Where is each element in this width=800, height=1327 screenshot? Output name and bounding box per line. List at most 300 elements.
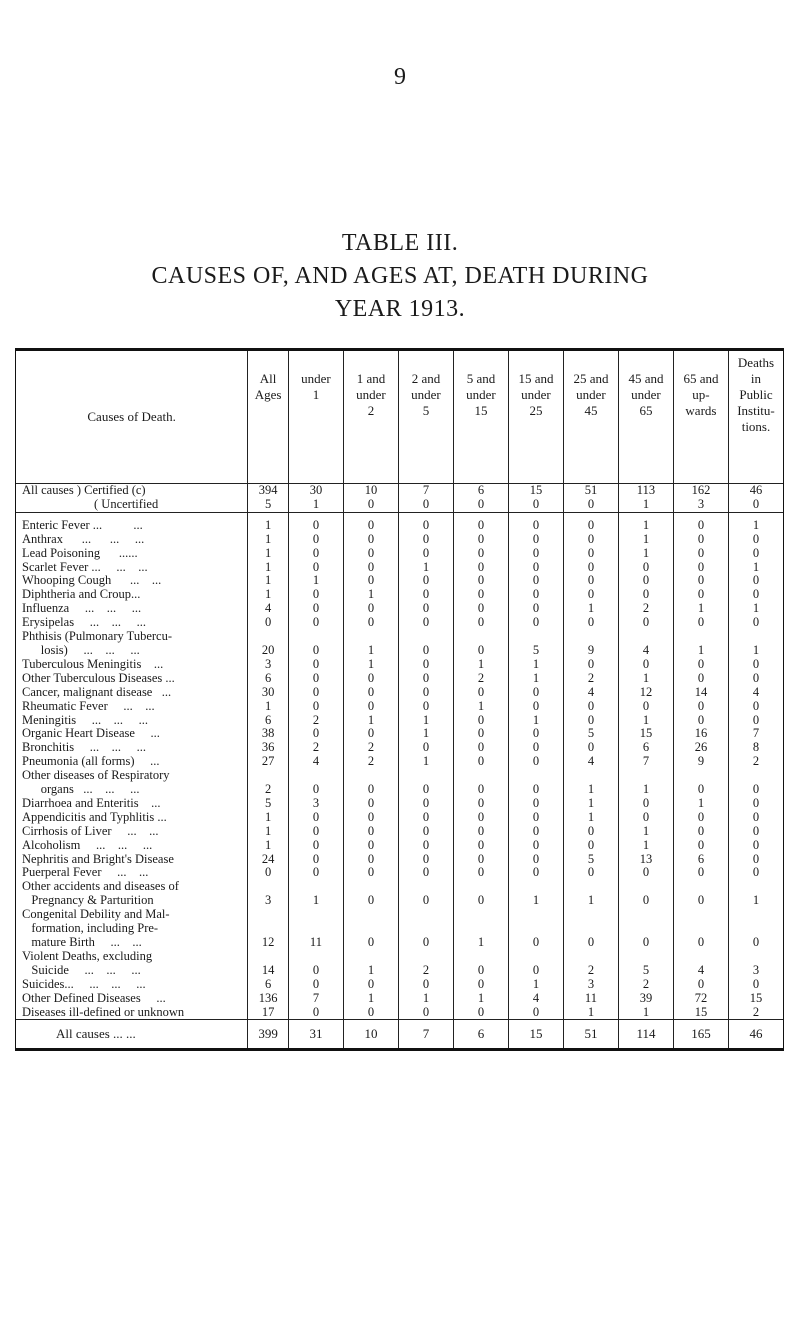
cell-value: 0 <box>453 547 508 561</box>
cell-value: 0 <box>728 616 783 630</box>
cell-value: 0 <box>343 769 398 797</box>
cause-label: Lead Poisoning ...... <box>16 547 248 561</box>
cause-label: Whooping Cough ... ... <box>16 574 248 588</box>
cell-value: 7 <box>728 727 783 741</box>
cell-value: 0 <box>508 1006 563 1020</box>
header-col-3: 2 and under 5 <box>398 350 453 484</box>
cell-value: 0 <box>398 825 453 839</box>
uncertified-value: 0 <box>343 498 398 512</box>
cause-label: Influenza ... ... ... <box>16 602 248 616</box>
cell-value: 1 <box>248 519 289 533</box>
cell-value: 0 <box>728 853 783 867</box>
cause-label: Other Tuberculous Diseases ... <box>16 672 248 686</box>
cell-value: 0 <box>343 700 398 714</box>
cell-value: 1 <box>453 908 508 950</box>
cell-value: 0 <box>343 727 398 741</box>
cell-value: 0 <box>453 616 508 630</box>
cell-value: 0 <box>673 839 728 853</box>
cell-value: 5 <box>563 853 618 867</box>
cell-value: 0 <box>343 825 398 839</box>
cell-value: 0 <box>618 908 673 950</box>
cell-value: 0 <box>508 741 563 755</box>
cell-value: 0 <box>728 672 783 686</box>
cell-value: 5 <box>563 727 618 741</box>
cause-label: Diarrhoea and Enteritis ... <box>16 797 248 811</box>
cause-label: Other accidents and diseases of Pregnancy & Parturition <box>16 880 248 908</box>
cell-value: 0 <box>563 741 618 755</box>
cell-value: 0 <box>343 866 398 880</box>
cell-value: 9 <box>673 755 728 769</box>
cell-value: 1 <box>563 602 618 616</box>
cell-value: 6 <box>248 978 289 992</box>
cell-value: 4 <box>248 602 289 616</box>
cell-value: 0 <box>453 825 508 839</box>
cell-value: 0 <box>673 769 728 797</box>
cell-value: 0 <box>508 602 563 616</box>
cell-value: 1 <box>728 630 783 658</box>
cell-value: 0 <box>398 978 453 992</box>
cell-value: 0 <box>673 547 728 561</box>
cause-label: Meningitis ... ... ... <box>16 714 248 728</box>
all-causes-uncertified-label: ( Uncertified <box>16 498 248 512</box>
cell-value: 0 <box>508 574 563 588</box>
cause-row <box>16 769 784 797</box>
cell-value: 0 <box>398 741 453 755</box>
cell-value: 1 <box>508 880 563 908</box>
cell-value: 0 <box>398 853 453 867</box>
cause-row <box>16 630 784 658</box>
cause-row <box>16 880 784 908</box>
cell-value: 0 <box>398 1006 453 1020</box>
cell-value: 0 <box>288 825 343 839</box>
cause-label: Enteric Fever ... ... <box>16 519 248 533</box>
cell-value: 0 <box>398 769 453 797</box>
cause-label: Puerperal Fever ... ... <box>16 866 248 880</box>
cause-row <box>16 866 784 880</box>
cell-value: 0 <box>288 866 343 880</box>
cell-value: 0 <box>453 574 508 588</box>
cell-value: 0 <box>673 658 728 672</box>
cause-row <box>16 700 784 714</box>
cell-value: 0 <box>508 839 563 853</box>
cell-value: 13 <box>618 853 673 867</box>
cause-label: Other diseases of Respiratory organs ... ... ... <box>16 769 248 797</box>
uncertified-value: 0 <box>453 498 508 512</box>
cell-value: 0 <box>398 602 453 616</box>
cause-row <box>16 672 784 686</box>
header-causes: Causes of Death. <box>16 350 248 484</box>
all-causes-certified-row <box>16 484 784 498</box>
cell-value: 0 <box>728 908 783 950</box>
cell-value: 0 <box>453 811 508 825</box>
certified-value: 113 <box>618 484 673 498</box>
cell-value: 1 <box>728 602 783 616</box>
header-col-4: 5 and under 15 <box>453 350 508 484</box>
cause-label: Appendicitis and Typhlitis ... <box>16 811 248 825</box>
cell-value: 0 <box>398 908 453 950</box>
cell-value: 0 <box>563 533 618 547</box>
cell-value: 0 <box>453 769 508 797</box>
cell-value: 2 <box>343 741 398 755</box>
cell-value: 24 <box>248 853 289 867</box>
cell-value: 17 <box>248 1006 289 1020</box>
cell-value: 0 <box>453 519 508 533</box>
cell-value: 1 <box>288 880 343 908</box>
cell-value: 7 <box>618 755 673 769</box>
cell-value: 11 <box>288 908 343 950</box>
cell-value: 1 <box>563 811 618 825</box>
cell-value: 0 <box>453 588 508 602</box>
cell-value: 0 <box>288 769 343 797</box>
total-label: All causes ... ... <box>16 1020 248 1050</box>
cell-value: 27 <box>248 755 289 769</box>
cell-value: 0 <box>728 797 783 811</box>
cell-value: 1 <box>248 561 289 575</box>
cell-value: 1 <box>618 533 673 547</box>
cell-value: 0 <box>508 588 563 602</box>
cell-value: 0 <box>288 602 343 616</box>
uncertified-value: 3 <box>673 498 728 512</box>
total-value: 399 <box>248 1020 289 1050</box>
cell-value: 14 <box>248 950 289 978</box>
cell-value: 15 <box>728 992 783 1006</box>
cell-value: 0 <box>343 839 398 853</box>
cell-value: 0 <box>508 519 563 533</box>
total-value: 10 <box>343 1020 398 1050</box>
certified-value: 46 <box>728 484 783 498</box>
cell-value: 2 <box>288 741 343 755</box>
cause-row <box>16 825 784 839</box>
cause-label: Alcoholism ... ... ... <box>16 839 248 853</box>
cell-value: 0 <box>618 866 673 880</box>
cell-value: 0 <box>673 978 728 992</box>
certified-value: 7 <box>398 484 453 498</box>
header-col-6: 25 and under 45 <box>563 350 618 484</box>
cause-label: Organic Heart Disease ... <box>16 727 248 741</box>
cell-value: 2 <box>618 602 673 616</box>
cell-value: 0 <box>453 714 508 728</box>
cell-value: 38 <box>248 727 289 741</box>
cell-value: 1 <box>248 547 289 561</box>
cell-value: 0 <box>563 714 618 728</box>
cell-value: 0 <box>288 672 343 686</box>
cause-label: Bronchitis ... ... ... <box>16 741 248 755</box>
uncertified-value: 0 <box>728 498 783 512</box>
cell-value: 0 <box>453 950 508 978</box>
cell-value: 1 <box>248 811 289 825</box>
total-value: 15 <box>508 1020 563 1050</box>
uncertified-value: 5 <box>248 498 289 512</box>
cause-row <box>16 811 784 825</box>
cell-value: 1 <box>563 769 618 797</box>
cell-value: 1 <box>728 880 783 908</box>
cell-value: 1 <box>563 1006 618 1020</box>
cell-value: 5 <box>508 630 563 658</box>
cell-value: 0 <box>563 866 618 880</box>
cell-value: 4 <box>288 755 343 769</box>
cause-row <box>16 588 784 602</box>
header-row <box>16 350 784 484</box>
cell-value: 5 <box>618 950 673 978</box>
cell-value: 0 <box>728 700 783 714</box>
cell-value: 1 <box>248 533 289 547</box>
cell-value: 4 <box>563 686 618 700</box>
cause-label: Diseases ill-defined or unknown <box>16 1006 248 1020</box>
cell-value: 1 <box>398 561 453 575</box>
cause-label: Rheumatic Fever ... ... <box>16 700 248 714</box>
cell-value: 0 <box>288 533 343 547</box>
cause-row <box>16 741 784 755</box>
cell-value: 0 <box>508 797 563 811</box>
cell-value: 0 <box>728 825 783 839</box>
cell-value: 0 <box>673 616 728 630</box>
cause-row <box>16 574 784 588</box>
cell-value: 1 <box>248 839 289 853</box>
cell-value: 0 <box>453 561 508 575</box>
header-col-8: 65 and up- wards <box>673 350 728 484</box>
cell-value: 1 <box>343 630 398 658</box>
certified-value: 30 <box>288 484 343 498</box>
cell-value: 0 <box>453 853 508 867</box>
uncertified-value: 0 <box>398 498 453 512</box>
cell-value: 0 <box>343 1006 398 1020</box>
cell-value: 0 <box>673 672 728 686</box>
cell-value: 0 <box>398 700 453 714</box>
cell-value: 2 <box>453 672 508 686</box>
cause-label: Phthisis (Pulmonary Tubercu- losis) ... ... ... <box>16 630 248 658</box>
cause-label: Nephritis and Bright's Disease <box>16 853 248 867</box>
header-col-9: Deaths in Public Institu- tions. <box>728 350 783 484</box>
cell-value: 0 <box>728 658 783 672</box>
cell-value: 0 <box>398 811 453 825</box>
cause-row <box>16 755 784 769</box>
cell-value: 1 <box>508 978 563 992</box>
cause-row <box>16 839 784 853</box>
cell-value: 0 <box>508 866 563 880</box>
cell-value: 0 <box>398 866 453 880</box>
cell-value: 0 <box>728 574 783 588</box>
cell-value: 136 <box>248 992 289 1006</box>
cell-value: 0 <box>728 978 783 992</box>
cell-value: 1 <box>673 630 728 658</box>
cause-label: Erysipelas ... ... ... <box>16 616 248 630</box>
cell-value: 0 <box>508 700 563 714</box>
cause-row <box>16 908 784 950</box>
cell-value: 0 <box>288 839 343 853</box>
cell-value: 0 <box>288 978 343 992</box>
cause-row <box>16 658 784 672</box>
certified-value: 6 <box>453 484 508 498</box>
cell-value: 0 <box>398 880 453 908</box>
header-col-5: 15 and under 25 <box>508 350 563 484</box>
cell-value: 0 <box>398 547 453 561</box>
cell-value: 0 <box>453 755 508 769</box>
cell-value: 0 <box>563 588 618 602</box>
cell-value: 4 <box>673 950 728 978</box>
cell-value: 0 <box>508 755 563 769</box>
cell-value: 0 <box>728 533 783 547</box>
cell-value: 0 <box>398 797 453 811</box>
cell-value: 1 <box>343 992 398 1006</box>
cell-value: 1 <box>618 1006 673 1020</box>
cell-value: 3 <box>728 950 783 978</box>
cell-value: 0 <box>673 574 728 588</box>
cell-value: 8 <box>728 741 783 755</box>
cell-value: 15 <box>673 1006 728 1020</box>
cause-label: Violent Deaths, excluding Suicide ... ... ... <box>16 950 248 978</box>
cell-value: 0 <box>508 950 563 978</box>
cell-value: 0 <box>618 658 673 672</box>
cell-value: 0 <box>618 588 673 602</box>
cell-value: 0 <box>673 561 728 575</box>
cell-value: 1 <box>618 519 673 533</box>
header-col-2: 1 and under 2 <box>343 350 398 484</box>
cell-value: 1 <box>343 588 398 602</box>
cell-value: 0 <box>508 727 563 741</box>
cell-value: 15 <box>618 727 673 741</box>
cell-value: 0 <box>343 561 398 575</box>
cell-value: 0 <box>398 686 453 700</box>
cell-value: 1 <box>728 561 783 575</box>
cell-value: 2 <box>288 714 343 728</box>
cell-value: 0 <box>398 839 453 853</box>
cell-value: 0 <box>453 741 508 755</box>
cell-value: 1 <box>398 755 453 769</box>
cell-value: 9 <box>563 630 618 658</box>
cell-value: 0 <box>453 880 508 908</box>
cause-label: Cirrhosis of Liver ... ... <box>16 825 248 839</box>
all-causes-uncertified-row <box>16 498 784 512</box>
cell-value: 0 <box>288 658 343 672</box>
cell-value: 0 <box>343 853 398 867</box>
cell-value: 1 <box>453 658 508 672</box>
table-subtitle-line-1: CAUSES OF, AND AGES AT, DEATH DURING <box>151 263 649 289</box>
cell-value: 3 <box>288 797 343 811</box>
cause-label: Other Defined Diseases ... <box>16 992 248 1006</box>
cell-value: 1 <box>508 714 563 728</box>
cell-value: 0 <box>398 533 453 547</box>
cell-value: 0 <box>288 588 343 602</box>
cause-row <box>16 853 784 867</box>
cause-row <box>16 714 784 728</box>
cell-value: 4 <box>563 755 618 769</box>
cause-row <box>16 533 784 547</box>
cell-value: 0 <box>398 672 453 686</box>
cell-value: 0 <box>618 561 673 575</box>
cell-value: 0 <box>343 602 398 616</box>
cell-value: 0 <box>288 700 343 714</box>
cause-label: Suicides... ... ... ... <box>16 978 248 992</box>
cell-value: 1 <box>728 519 783 533</box>
cell-value: 0 <box>343 672 398 686</box>
cell-value: 0 <box>453 686 508 700</box>
certified-value: 15 <box>508 484 563 498</box>
cell-value: 0 <box>673 714 728 728</box>
cell-value: 0 <box>343 686 398 700</box>
cell-value: 0 <box>728 547 783 561</box>
cause-label: Scarlet Fever ... ... ... <box>16 561 248 575</box>
cause-label: Tuberculous Meningitis ... <box>16 658 248 672</box>
cause-row <box>16 561 784 575</box>
cell-value: 0 <box>673 533 728 547</box>
cell-value: 0 <box>673 588 728 602</box>
cell-value: 3 <box>563 978 618 992</box>
cell-value: 0 <box>343 574 398 588</box>
cell-value: 0 <box>563 561 618 575</box>
cell-value: 0 <box>343 811 398 825</box>
cell-value: 0 <box>508 908 563 950</box>
cell-value: 7 <box>288 992 343 1006</box>
cell-value: 0 <box>673 700 728 714</box>
cell-value: 0 <box>508 811 563 825</box>
cell-value: 0 <box>288 950 343 978</box>
cell-value: 0 <box>343 547 398 561</box>
total-value: 31 <box>288 1020 343 1050</box>
cell-value: 0 <box>343 616 398 630</box>
cell-value: 0 <box>618 700 673 714</box>
cause-row <box>16 992 784 1006</box>
cell-value: 6 <box>248 714 289 728</box>
cell-value: 0 <box>618 616 673 630</box>
cell-value: 1 <box>343 950 398 978</box>
cause-row <box>16 547 784 561</box>
cell-value: 0 <box>453 1006 508 1020</box>
cause-label: Pneumonia (all forms) ... <box>16 755 248 769</box>
cause-row <box>16 978 784 992</box>
cell-value: 0 <box>343 519 398 533</box>
cell-value: 1 <box>673 797 728 811</box>
cause-row <box>16 602 784 616</box>
cell-value: 2 <box>563 672 618 686</box>
cell-value: 0 <box>673 519 728 533</box>
cell-value: 1 <box>453 992 508 1006</box>
total-value: 6 <box>453 1020 508 1050</box>
cell-value: 0 <box>288 616 343 630</box>
cell-value: 0 <box>248 616 289 630</box>
cell-value: 0 <box>508 533 563 547</box>
cell-value: 4 <box>618 630 673 658</box>
uncertified-value: 0 <box>508 498 563 512</box>
cell-value: 1 <box>343 658 398 672</box>
cell-value: 0 <box>288 519 343 533</box>
cell-value: 0 <box>288 853 343 867</box>
cell-value: 2 <box>618 978 673 992</box>
cell-value: 0 <box>508 547 563 561</box>
cause-row <box>16 1006 784 1020</box>
cell-value: 14 <box>673 686 728 700</box>
uncertified-value: 1 <box>288 498 343 512</box>
cell-value: 0 <box>563 574 618 588</box>
cell-value: 0 <box>508 769 563 797</box>
cell-value: 2 <box>563 950 618 978</box>
cell-value: 0 <box>288 630 343 658</box>
header-col-0: All Ages <box>248 350 289 484</box>
cell-value: 0 <box>728 714 783 728</box>
cell-value: 1 <box>508 658 563 672</box>
cell-value: 6 <box>618 741 673 755</box>
cell-value: 0 <box>288 727 343 741</box>
cell-value: 1 <box>508 672 563 686</box>
cell-value: 0 <box>453 630 508 658</box>
cell-value: 0 <box>398 519 453 533</box>
cause-row <box>16 797 784 811</box>
cell-value: 0 <box>453 978 508 992</box>
cell-value: 4 <box>508 992 563 1006</box>
cell-value: 36 <box>248 741 289 755</box>
cell-value: 0 <box>728 811 783 825</box>
cell-value: 0 <box>398 658 453 672</box>
cell-value: 0 <box>453 727 508 741</box>
